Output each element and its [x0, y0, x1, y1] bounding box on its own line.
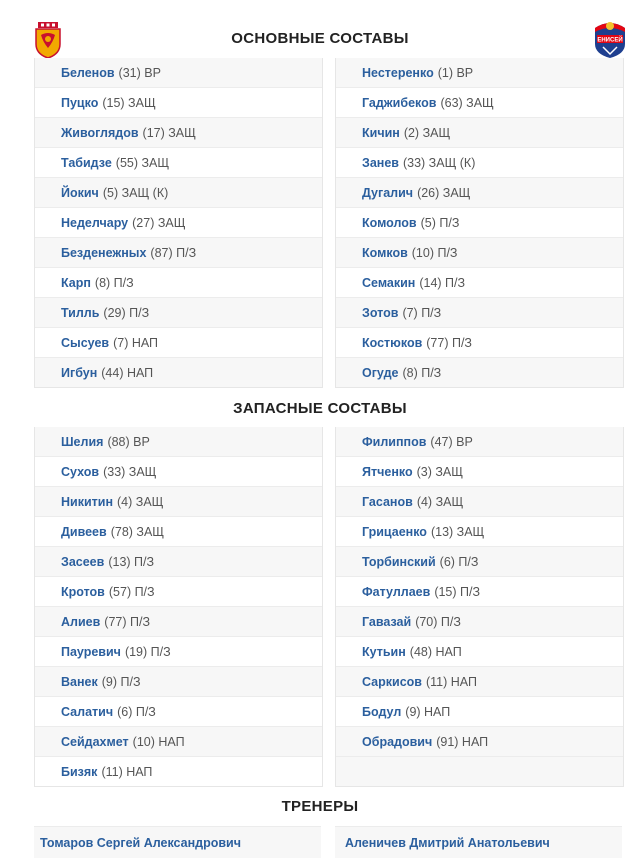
player-number-position: (87) П/З	[150, 245, 197, 260]
player-number-position: (33) ЗАЩ	[103, 464, 157, 479]
player-number-position: (17) ЗАЩ	[142, 125, 196, 140]
player-number-position: (5) П/З	[420, 215, 460, 230]
player-row	[336, 328, 623, 358]
player-number-position: (55) ЗАЩ	[115, 155, 170, 170]
player-number-position: (26) ЗАЩ	[417, 185, 471, 200]
player-row	[336, 88, 623, 118]
player-row	[35, 577, 322, 607]
player-number-position: (9) НАП	[405, 704, 451, 719]
player-name-link[interactable]: Фатуллаев	[362, 584, 431, 599]
player-name-link[interactable]: Комков	[362, 245, 408, 260]
player-name-link[interactable]: Шелия	[61, 434, 104, 449]
player-row	[35, 547, 322, 577]
player-name-link[interactable]: Карп	[61, 275, 91, 290]
player-name-link[interactable]: Грицаенко	[362, 524, 427, 539]
player-number-position: (31) ВР	[118, 65, 161, 80]
player-name-link[interactable]: Дивеев	[61, 524, 107, 539]
player-row	[35, 118, 322, 148]
player-number-position: (29) П/З	[103, 305, 150, 320]
player-name-link[interactable]: Беленов	[61, 65, 115, 80]
away-subs-list	[335, 427, 624, 787]
player-row	[35, 427, 322, 457]
player-name-link[interactable]: Сейдахмет	[61, 734, 129, 749]
player-row	[35, 148, 322, 178]
home-coach-name[interactable]: Томаров Сергей Александрович	[40, 835, 241, 850]
player-row	[336, 517, 623, 547]
player-name-link[interactable]: Гавазай	[362, 614, 412, 629]
player-row	[336, 118, 623, 148]
player-row	[35, 487, 322, 517]
player-number-position: (63) ЗАЩ	[440, 95, 494, 110]
player-number-position: (4) ЗАЩ	[416, 494, 464, 509]
player-name-link[interactable]: Кичин	[362, 125, 400, 140]
player-name-link[interactable]: Нестеренко	[362, 65, 434, 80]
player-number-position: (11) НАП	[101, 764, 153, 779]
player-name-link[interactable]: Обрадович	[362, 734, 433, 749]
player-row	[35, 667, 322, 697]
player-number-position: (70) П/З	[415, 614, 461, 629]
player-row	[35, 238, 322, 268]
player-number-position: (77) П/З	[104, 614, 151, 629]
player-name-link[interactable]: Торбинский	[362, 554, 436, 569]
player-number-position: (19) П/З	[124, 644, 171, 659]
player-row	[35, 727, 322, 757]
player-name-link[interactable]: Алиев	[61, 614, 101, 629]
player-number-position: (9) П/З	[101, 674, 141, 689]
player-number-position: (10) НАП	[132, 734, 185, 749]
away-coach-cell	[335, 826, 622, 858]
player-row	[336, 358, 623, 388]
player-row	[35, 517, 322, 547]
player-name-link[interactable]: Живоглядов	[61, 125, 139, 140]
coaches-title: ТРЕНЕРЫ	[281, 798, 359, 815]
player-row	[35, 607, 322, 637]
player-number-position: (14) П/З	[419, 275, 466, 290]
player-name-link[interactable]: Неделчару	[61, 215, 129, 230]
player-row	[35, 637, 322, 667]
player-row	[35, 358, 322, 388]
home-starting-list	[34, 58, 323, 388]
player-name-link[interactable]: Табидзе	[61, 155, 112, 170]
enisey-crest-icon[interactable]	[593, 18, 627, 58]
player-number-position: (47) ВР	[430, 434, 473, 449]
player-name-link[interactable]: Саркисов	[362, 674, 422, 689]
player-name-link[interactable]: Засеев	[61, 554, 105, 569]
player-name-link[interactable]: Бодул	[362, 704, 402, 719]
player-number-position: (77) П/З	[426, 335, 472, 350]
player-row	[336, 637, 623, 667]
player-name-link[interactable]: Бизяк	[61, 764, 98, 779]
player-name-link[interactable]: Салатич	[61, 704, 114, 719]
player-number-position: (10) П/З	[411, 245, 458, 260]
player-name-link[interactable]: Гаджибеков	[362, 95, 437, 110]
player-number-position: (4) ЗАЩ	[117, 494, 164, 509]
player-row	[336, 148, 623, 178]
player-row	[336, 667, 623, 697]
player-name-link[interactable]: Ванек	[61, 674, 98, 689]
player-number-position: (2) ЗАЩ	[403, 125, 451, 140]
player-row	[35, 58, 322, 88]
player-number-position: (13) П/З	[108, 554, 155, 569]
player-number-position: (13) ЗАЩ	[430, 524, 485, 539]
player-row	[336, 487, 623, 517]
home-coach-cell	[34, 826, 321, 858]
player-row	[35, 298, 322, 328]
player-row	[35, 757, 322, 787]
player-name-link[interactable]: Йокич	[61, 185, 99, 200]
player-row	[336, 697, 623, 727]
player-row	[336, 208, 623, 238]
player-number-position: (5) ЗАЩ (К)	[102, 185, 169, 200]
player-number-position: (88) ВР	[107, 434, 150, 449]
player-name-link[interactable]: Кутьин	[362, 644, 406, 659]
player-row	[336, 457, 623, 487]
player-number-position: (3) ЗАЩ	[416, 464, 463, 479]
player-number-position: (15) ЗАЩ	[102, 95, 156, 110]
player-name-link[interactable]: Кротов	[61, 584, 105, 599]
player-number-position: (8) П/З	[94, 275, 134, 290]
player-number-position: (78) ЗАЩ	[110, 524, 165, 539]
player-name-link[interactable]: Сухов	[61, 464, 100, 479]
player-row	[336, 58, 623, 88]
away-starting-list	[335, 58, 624, 388]
starting-lineups-title: ОСНОВНЫЕ СОСТАВЫ	[231, 30, 409, 47]
player-row	[336, 547, 623, 577]
player-name-link[interactable]: Безденежных	[61, 245, 147, 260]
player-number-position: (27) ЗАЩ	[132, 215, 186, 230]
player-number-position: (44) НАП	[101, 365, 154, 380]
player-name-link[interactable]: Сысуев	[61, 335, 110, 350]
player-name-link[interactable]: Костюков	[362, 335, 423, 350]
player-row	[336, 268, 623, 298]
player-name-link[interactable]: Семакин	[362, 275, 416, 290]
player-name-link[interactable]: Занев	[362, 155, 399, 170]
player-name-link[interactable]: Пуцко	[61, 95, 99, 110]
home-subs-list	[34, 427, 323, 787]
player-row	[35, 268, 322, 298]
substitutes-title: ЗАПАСНЫЕ СОСТАВЫ	[233, 400, 407, 417]
player-row	[336, 607, 623, 637]
player-name-link[interactable]: Ятченко	[362, 464, 413, 479]
player-name-link[interactable]: Никитин	[61, 494, 114, 509]
empty-row	[336, 757, 623, 787]
player-name-link[interactable]: Пауревич	[61, 644, 121, 659]
player-name-link[interactable]: Гасанов	[362, 494, 413, 509]
player-number-position: (6) П/З	[439, 554, 479, 569]
player-name-link[interactable]: Огуде	[362, 365, 399, 380]
player-number-position: (15) П/З	[434, 584, 481, 599]
player-name-link[interactable]: Филиппов	[362, 434, 427, 449]
player-name-link[interactable]: Дугалич	[362, 185, 414, 200]
player-row	[336, 727, 623, 757]
player-row	[35, 88, 322, 118]
player-name-link[interactable]: Зотов	[362, 305, 399, 320]
player-row	[35, 208, 322, 238]
player-name-link[interactable]: Игбун	[61, 365, 98, 380]
player-row	[35, 178, 322, 208]
player-number-position: (7) П/З	[402, 305, 442, 320]
player-name-link[interactable]: Тилль	[61, 305, 100, 320]
player-row	[336, 427, 623, 457]
player-row	[336, 238, 623, 268]
player-number-position: (8) П/З	[402, 365, 442, 380]
player-number-position: (91) НАП	[436, 734, 489, 749]
player-row	[35, 697, 322, 727]
player-number-position: (1) ВР	[437, 65, 474, 80]
player-number-position: (57) П/З	[108, 584, 155, 599]
player-number-position: (48) НАП	[409, 644, 462, 659]
player-number-position: (7) НАП	[113, 335, 159, 350]
player-row	[336, 577, 623, 607]
player-row	[336, 178, 623, 208]
away-coach-name[interactable]: Аленичев Дмитрий Анатольевич	[345, 835, 550, 850]
enisey-logo-text: ЕНИСЕЙ	[597, 37, 623, 44]
player-number-position: (11) НАП	[425, 674, 477, 689]
player-row	[336, 298, 623, 328]
player-name-link[interactable]: Комолов	[362, 215, 417, 230]
player-row	[35, 457, 322, 487]
player-row	[35, 328, 322, 358]
player-number-position: (6) П/З	[117, 704, 156, 719]
player-number-position: (33) ЗАЩ (К)	[402, 155, 476, 170]
